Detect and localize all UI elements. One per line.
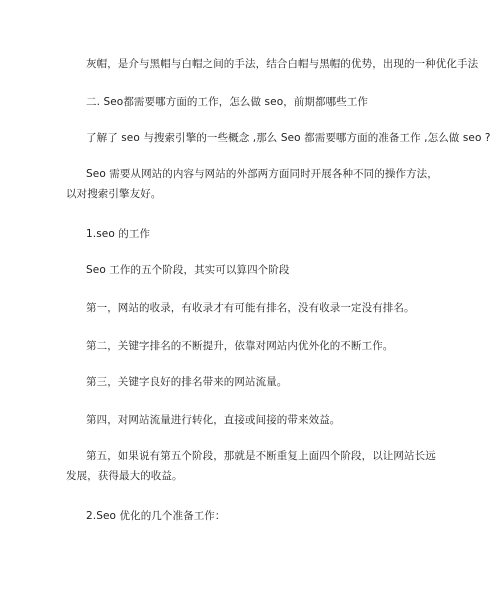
paragraph-stage-two: 第二，关键字排名的不断提升，依靠对网站内优外化的不断工作。: [86, 340, 394, 352]
heading-seo-preparation: 2.Seo 优化的几个准备工作：: [86, 510, 226, 522]
paragraph-stage-three: 第三，关键字良好的排名带来的网站流量。: [86, 376, 288, 388]
paragraph-stage-five: 第五，如果说有第五个阶段，那就是不断重复上面四个阶段，以让网站长远发展，获得最大的收益。: [66, 450, 436, 482]
heading-seo-work: 二. Seo都需要哪方面的工作，怎么做 seo，前期都哪些工作: [86, 96, 369, 108]
paragraph-stage-four: 第四，对网站流量进行转化，直接或间接的带来效益。: [86, 414, 341, 426]
paragraph-stage-one: 第一，网站的收录，有收录才有可能有排名，没有收录一定没有排名。: [86, 302, 415, 314]
paragraph-seo-concepts: 了解了 seo 与搜索引擎的一些概念 ,那么 Seo 都需要哪方面的准备工作 ,怎么做 seo ?: [86, 132, 491, 144]
paragraph-seo-methods: Seo 需要从网站的内容与网站的外部两方面同时开展各种不同的操作方法，以对搜索引擎友好。: [66, 168, 438, 200]
heading-seo-work-section: 1.seo 的工作: [86, 228, 151, 240]
paragraph-gray-hat: 灰帽，是介与黑帽与白帽之间的手法，结合白帽与黑帽的优势，出现的一种优化手法: [86, 58, 479, 70]
paragraph-five-stages: Seo 工作的五个阶段，其实可以算四个阶段: [86, 264, 290, 276]
